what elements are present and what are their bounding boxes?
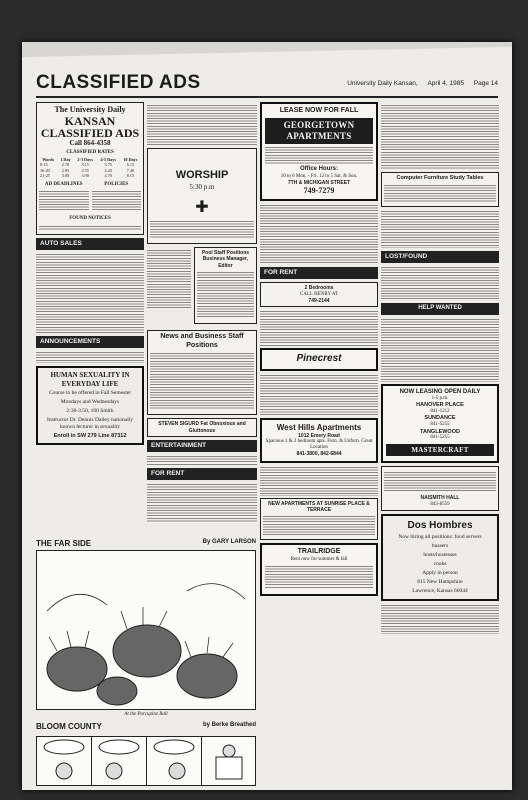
farside-comic	[36, 550, 256, 710]
rates-table	[39, 157, 141, 178]
bloom-header	[36, 722, 256, 731]
policies-text	[92, 190, 142, 212]
sunrise-title: NEW APARTMENTS AT SUNRISE PLACE & TERRACE	[268, 500, 370, 513]
dos-hombres-ad	[381, 514, 499, 601]
west-hills-lines: Spacious 1 & 2 bedroom apts. Furn. & Unfurn. Great Location	[265, 438, 373, 451]
hs-title: HUMAN SEXUALITY IN EVERYDAY LIFE	[50, 370, 130, 388]
leasing-title: NOW LEASING OPEN DAILY	[399, 388, 481, 395]
news-staff-ad	[147, 330, 257, 416]
policies-heading: POLICIES	[104, 182, 129, 187]
listing-text	[147, 249, 191, 309]
dos-line: bussers	[431, 543, 449, 550]
west-hills-name: West Hills Apartments	[276, 422, 362, 432]
cross-icon: ✚	[195, 198, 209, 216]
farside-header	[36, 539, 256, 548]
help-wanted-header: HELP WANTED	[381, 303, 499, 315]
bloom-comic	[36, 736, 256, 786]
hanover-name: HANOVER PLACE	[416, 402, 464, 409]
hs-line: Mondays and Wednesdays	[60, 399, 120, 406]
entertainment-listing	[147, 455, 257, 465]
hs-line: Instructor Dr. Dennis Dailey nationally known lecturer in sexuality	[47, 416, 133, 430]
mastercraft-logo: MASTERCRAFT	[386, 444, 494, 457]
bloom-author: by Berke Breathed	[202, 722, 256, 728]
leasing-ad	[381, 384, 499, 464]
bloom-panel	[202, 737, 256, 785]
found-notice-text	[39, 225, 141, 230]
steven-text: STEVEN SIGURD Fat Obnoxious and Gluttonous	[158, 421, 246, 434]
sunrise-text	[263, 515, 375, 535]
rates-header: 1 Day	[60, 157, 71, 162]
news-title: News and Business Staff Positions	[160, 332, 244, 349]
pinecrest-name: Pinecrest	[296, 353, 342, 365]
rates-heading: CLASSIFIED RATES	[66, 149, 114, 155]
help-wanted-listings	[381, 318, 499, 382]
news-text	[150, 352, 254, 410]
rates-header: Words	[42, 157, 55, 162]
computer-furniture-ad	[381, 172, 499, 207]
worship-ad	[147, 148, 257, 244]
lost-found-header: LOST/FOUND	[381, 251, 499, 263]
bloom-panel	[37, 737, 92, 785]
tanglewood-phone: 841-5255	[430, 435, 450, 441]
announcements-header: ANNOUNCEMENTS	[36, 336, 144, 348]
dos-title: Dos Hombres	[407, 519, 473, 531]
rates-row: 16-20 2.85 3.55 4.20 7.40	[40, 167, 135, 173]
worship-title: WORSHIP	[175, 169, 229, 181]
listing-text	[260, 374, 378, 416]
bloom-panel	[92, 737, 147, 785]
staff-title: Pool Staff Positions Business Manager, Editor	[201, 250, 250, 269]
computer-title: Computer Furniture Study Tables	[396, 175, 484, 181]
for-rent-header-2: FOR RENT	[260, 267, 378, 279]
trailridge-text	[265, 565, 373, 589]
dos-line: cooks	[433, 561, 447, 567]
west-hills-ad	[260, 418, 378, 463]
naismith-name: NAISMITH HALL	[420, 495, 460, 502]
naismith-phone: 843-8559	[430, 501, 450, 507]
lost-found-listings	[381, 266, 499, 300]
georgetown-phone: 749-7279	[303, 186, 335, 196]
bloom-panel-drawing	[147, 737, 201, 785]
staff-positions-ad	[194, 247, 257, 324]
column-3	[260, 102, 378, 599]
sunrise-ad	[260, 498, 378, 541]
newspaper-page	[22, 42, 512, 790]
naismith-text	[384, 471, 496, 493]
office-hours-label: Office Hours:	[299, 166, 338, 173]
column-2	[147, 102, 257, 525]
rates-header: 4-5 Days	[100, 157, 116, 162]
listing-text	[147, 104, 257, 146]
trailridge-line: Rent now for summer & fall	[290, 556, 348, 562]
kansan-line2: KANSAN CLASSIFIED ADS	[40, 114, 140, 140]
staff-text	[197, 271, 254, 319]
dos-line: hosts/hostesses	[423, 552, 457, 559]
call-henry: CALL HENRY AT	[300, 291, 338, 297]
listing-text	[381, 104, 499, 170]
found-notice-heading: FOUND NOTICES	[69, 216, 111, 222]
listing-text	[260, 204, 378, 264]
listing-text	[260, 310, 378, 346]
rates-row: 21-25 3.00 3.90 4.70 8.15	[40, 172, 135, 178]
worship-text	[150, 220, 254, 238]
georgetown-features	[265, 146, 373, 164]
auto-sales-header: AUTO SALES	[36, 238, 144, 250]
kansan-phone: Call 864-4358	[69, 139, 111, 147]
farside-drawing	[37, 551, 255, 709]
listing-text	[381, 604, 499, 634]
section-title: CLASSIFIED ADS	[36, 72, 201, 93]
office-hours: 10 to 6 Mon. - Fri. 12 to 5 Sat. & Sun.	[280, 173, 358, 179]
listing-text	[381, 210, 499, 248]
listing-text	[260, 466, 378, 496]
entertainment-header: ENTERTAINMENT	[147, 440, 257, 452]
bedroom-ad	[260, 282, 378, 307]
worship-time: 5:30 p.m	[189, 182, 215, 191]
georgetown-address: 7TH & MICHIGAN STREET	[287, 180, 351, 186]
dos-line: Now hiring all positions: food servers	[398, 534, 482, 541]
hs-line: 2:30-3:50, 100 Smith	[66, 408, 114, 414]
sundance-name: SUNDANCE	[424, 415, 456, 422]
dos-line: 815 New Hampshire	[417, 578, 463, 585]
trailridge-name: TRAILRIDGE	[297, 548, 341, 556]
for-rent-header: FOR RENT	[147, 468, 257, 480]
issue-date: April 4, 1985	[427, 80, 464, 87]
column-4	[381, 102, 499, 636]
ad-deadlines-heading: AD DEADLINES	[44, 182, 83, 187]
georgetown-ad	[260, 102, 378, 201]
hs-line: Enroll in SW 279 Line 87312	[53, 432, 127, 439]
west-hills-address: 1012 Emery Road	[298, 432, 340, 439]
farside-title: THE FAR SIDE	[36, 539, 92, 548]
bloom-panel-drawing	[202, 737, 256, 785]
trailridge-ad	[260, 543, 378, 596]
naismith-ad	[381, 466, 499, 511]
announcement-listing	[36, 351, 144, 363]
column-1	[36, 102, 144, 448]
auto-sales-listings	[36, 253, 144, 333]
dos-line: Apply in person	[422, 569, 458, 576]
kansan-header-box	[36, 102, 144, 235]
dos-line: Lawrence, Kansas 66044	[412, 587, 468, 594]
farside-caption: At the Porcupine Ball	[124, 712, 168, 717]
masthead	[36, 72, 498, 98]
page-number: Page 14	[473, 80, 498, 87]
deadlines-text	[39, 190, 89, 212]
bloom-panel-drawing	[92, 737, 146, 785]
kansan-line1: The University Daily	[54, 105, 126, 114]
west-hills-phone: 841-3800, 842-6844	[296, 451, 342, 458]
rates-row: 0-15 2.70 3.15 3.75 6.15	[40, 162, 135, 168]
steven-ad	[147, 418, 257, 437]
rates-header: 10 Days	[123, 157, 138, 162]
masthead-meta	[339, 80, 498, 87]
call-phone: 749-2144	[308, 297, 330, 304]
hs-line: Course to be offered in Fall Semester	[48, 390, 132, 397]
tanglewood-name: TANGLEWOOD	[420, 428, 460, 435]
farside-author: By GARY LARSON	[202, 539, 256, 545]
georgetown-name: GEORGETOWN APARTMENTS	[265, 118, 373, 145]
human-sexuality-ad	[36, 366, 144, 445]
paper-name: University Daily Kansan,	[347, 80, 418, 87]
leasing-time: 1-5 p.m.	[431, 396, 449, 401]
rates-header: 2-3 Days	[77, 157, 93, 162]
for-rent-listings	[147, 483, 257, 523]
bloom-title: BLOOM COUNTY	[36, 722, 102, 731]
computer-text	[384, 184, 496, 202]
sundance-phone: 841-5255	[430, 422, 450, 428]
bloom-panel	[147, 737, 202, 785]
bedroom-label: 2 Bedrooms	[304, 285, 334, 292]
lease-title: LEASE NOW FOR FALL	[279, 107, 359, 114]
pinecrest-ad	[260, 348, 378, 371]
bloom-panel-drawing	[37, 737, 91, 785]
hanover-phone: 841-1212	[430, 409, 450, 415]
